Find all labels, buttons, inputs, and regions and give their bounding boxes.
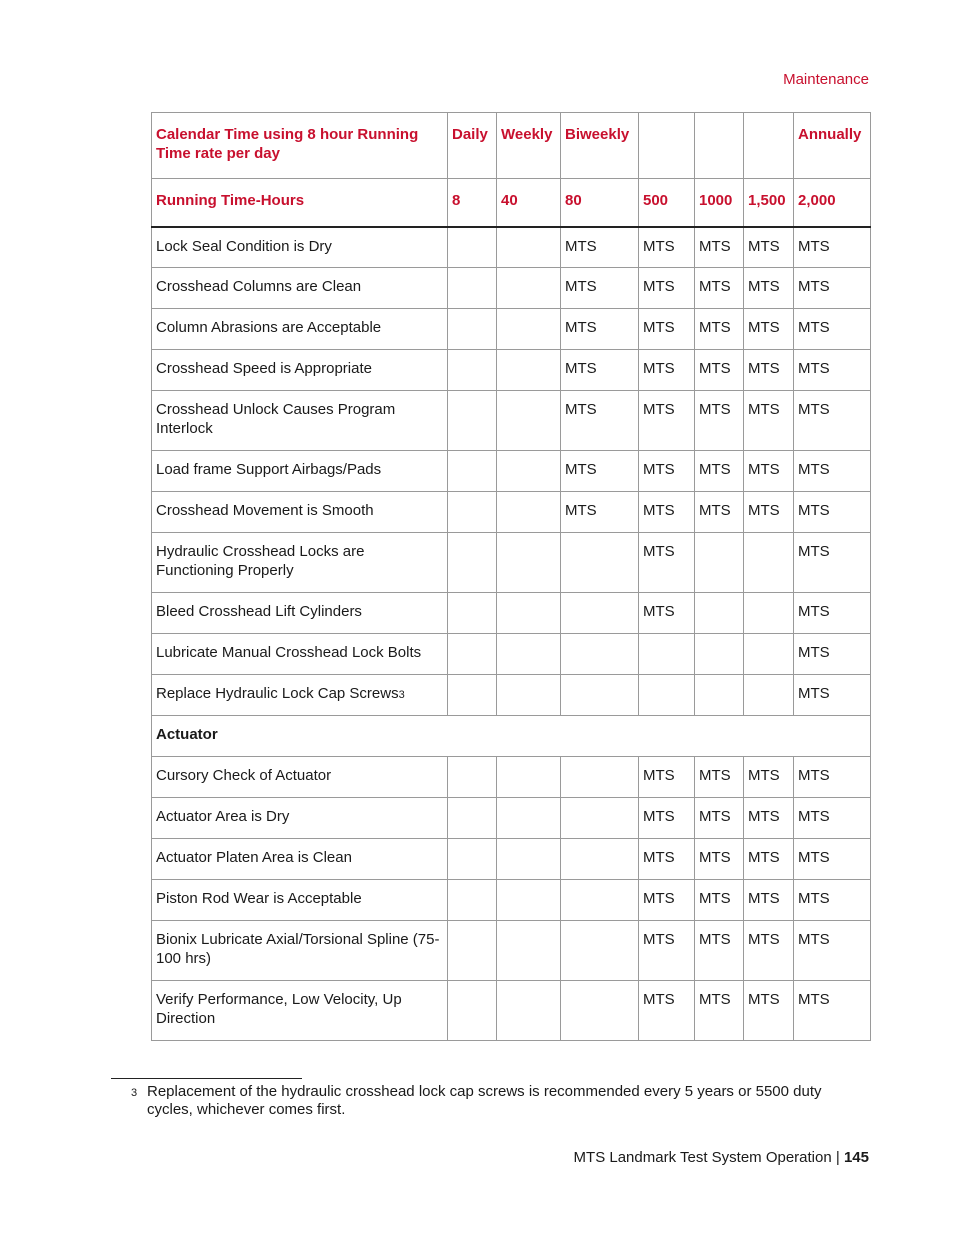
cell-task: Column Abrasions are Acceptable: [152, 309, 448, 350]
cell-1000-hours: MTS: [695, 391, 744, 451]
header-cell-weekly: 40: [497, 179, 561, 227]
cell-annually: MTS: [794, 921, 871, 981]
cell-weekly: [497, 757, 561, 798]
header-cell-task: Calendar Time using 8 hour Running Time rate per day: [152, 113, 448, 179]
table-row: [152, 492, 871, 533]
cell-1500-hours: MTS: [744, 391, 794, 451]
cell-1000-hours: [695, 634, 744, 675]
cell-annually: MTS: [794, 981, 871, 1041]
table-row: [152, 391, 871, 451]
table-row: [152, 309, 871, 350]
cell-task: Lock Seal Condition is Dry: [152, 227, 448, 268]
cell-500-hours: [639, 675, 695, 716]
cell-1000-hours: MTS: [695, 839, 744, 880]
header-cell-weekly: Weekly: [497, 113, 561, 179]
cell-task: Crosshead Movement is Smooth: [152, 492, 448, 533]
footer-title: MTS Landmark Test System Operation: [573, 1149, 832, 1166]
table-row: [152, 593, 871, 634]
cell-1000-hours: MTS: [695, 880, 744, 921]
cell-daily: [448, 268, 497, 309]
header-cell-500-hours: [639, 113, 695, 179]
cell-weekly: [497, 798, 561, 839]
cell-daily: [448, 492, 497, 533]
header-cell-annually: 2,000: [794, 179, 871, 227]
cell-annually: MTS: [794, 451, 871, 492]
cell-daily: [448, 921, 497, 981]
cell-daily: [448, 839, 497, 880]
header-row-frequency: [152, 113, 871, 179]
cell-1000-hours: MTS: [695, 921, 744, 981]
cell-task: [152, 675, 448, 716]
cell-biweekly: MTS: [561, 309, 639, 350]
cell-daily: [448, 391, 497, 451]
cell-weekly: [497, 492, 561, 533]
section-row: [152, 716, 871, 757]
cell-1000-hours: MTS: [695, 757, 744, 798]
cell-500-hours: MTS: [639, 391, 695, 451]
cell-biweekly: MTS: [561, 492, 639, 533]
table-row: [152, 350, 871, 391]
cell-annually: MTS: [794, 227, 871, 268]
cell-task: Actuator Area is Dry: [152, 798, 448, 839]
cell-daily: [448, 309, 497, 350]
cell-task: Crosshead Columns are Clean: [152, 268, 448, 309]
table-row: [152, 798, 871, 839]
cell-500-hours: MTS: [639, 227, 695, 268]
footnote-number: 3: [131, 1087, 138, 1099]
cell-1000-hours: [695, 593, 744, 634]
table-row: [152, 227, 871, 268]
cell-500-hours: [639, 634, 695, 675]
cell-biweekly: [561, 921, 639, 981]
header-cell-biweekly: Biweekly: [561, 113, 639, 179]
cell-500-hours: MTS: [639, 839, 695, 880]
cell-1500-hours: MTS: [744, 492, 794, 533]
cell-biweekly: [561, 798, 639, 839]
cell-daily: [448, 757, 497, 798]
cell-weekly: [497, 921, 561, 981]
cell-task: Bionix Lubricate Axial/Torsional Spline (75-100 hrs): [152, 921, 448, 981]
cell-1500-hours: MTS: [744, 981, 794, 1041]
cell-500-hours: MTS: [639, 593, 695, 634]
cell-1500-hours: MTS: [744, 451, 794, 492]
cell-biweekly: [561, 981, 639, 1041]
header-cell-1000-hours: 1000: [695, 179, 744, 227]
cell-500-hours: MTS: [639, 798, 695, 839]
footnote-text: Replacement of the hydraulic crosshead lock cap screws is recommended every 5 years or 5500 duty cycles, whichever comes first.: [147, 1083, 822, 1118]
cell-annually: MTS: [794, 757, 871, 798]
cell-daily: [448, 981, 497, 1041]
cell-weekly: [497, 309, 561, 350]
cell-task: Crosshead Speed is Appropriate: [152, 350, 448, 391]
cell-500-hours: MTS: [639, 268, 695, 309]
cell-task: Bleed Crosshead Lift Cylinders: [152, 593, 448, 634]
cell-task: Load frame Support Airbags/Pads: [152, 451, 448, 492]
cell-1500-hours: MTS: [744, 227, 794, 268]
header-cell-500-hours: 500: [639, 179, 695, 227]
table-row: [152, 839, 871, 880]
cell-annually: MTS: [794, 675, 871, 716]
cell-task: Cursory Check of Actuator: [152, 757, 448, 798]
cell-1500-hours: MTS: [744, 757, 794, 798]
header-cell-1000-hours: [695, 113, 744, 179]
cell-1500-hours: [744, 675, 794, 716]
cell-daily: [448, 451, 497, 492]
cell-annually: MTS: [794, 533, 871, 593]
page-footer: [574, 1149, 869, 1166]
cell-1500-hours: MTS: [744, 839, 794, 880]
cell-1000-hours: MTS: [695, 981, 744, 1041]
header-cell-daily: 8: [448, 179, 497, 227]
header-cell-1500-hours: [744, 113, 794, 179]
task-label: Replace Hydraulic Lock Cap Screws: [156, 685, 399, 702]
table-row: [152, 533, 871, 593]
cell-1000-hours: [695, 675, 744, 716]
cell-annually: MTS: [794, 350, 871, 391]
cell-1500-hours: MTS: [744, 921, 794, 981]
page-number: 145: [843, 1149, 869, 1166]
cell-weekly: [497, 350, 561, 391]
cell-weekly: [497, 268, 561, 309]
cell-annually: MTS: [794, 391, 871, 451]
cell-task: Actuator Platen Area is Clean: [152, 839, 448, 880]
cell-annually: MTS: [794, 880, 871, 921]
cell-task: Lubricate Manual Crosshead Lock Bolts: [152, 634, 448, 675]
cell-weekly: [497, 593, 561, 634]
table-row: [152, 981, 871, 1041]
cell-weekly: [497, 675, 561, 716]
cell-1500-hours: MTS: [744, 268, 794, 309]
cell-biweekly: [561, 593, 639, 634]
header-cell-task: Running Time-Hours: [152, 179, 448, 227]
cell-weekly: [497, 981, 561, 1041]
maintenance-schedule-table: [151, 112, 871, 1041]
cell-annually: MTS: [794, 634, 871, 675]
section-title: Maintenance: [783, 71, 869, 88]
cell-task: Crosshead Unlock Causes Program Interlock: [152, 391, 448, 451]
cell-weekly: [497, 227, 561, 268]
cell-task: Verify Performance, Low Velocity, Up Direction: [152, 981, 448, 1041]
cell-daily: [448, 593, 497, 634]
cell-1500-hours: MTS: [744, 798, 794, 839]
table-row: [152, 675, 871, 716]
header-cell-annually: Annually: [794, 113, 871, 179]
cell-1500-hours: [744, 533, 794, 593]
cell-1000-hours: MTS: [695, 451, 744, 492]
cell-1000-hours: MTS: [695, 227, 744, 268]
cell-annually: MTS: [794, 309, 871, 350]
header-cell-biweekly: 80: [561, 179, 639, 227]
header-cell-1500-hours: 1,500: [744, 179, 794, 227]
cell-500-hours: MTS: [639, 981, 695, 1041]
cell-500-hours: MTS: [639, 880, 695, 921]
cell-biweekly: [561, 634, 639, 675]
cell-1000-hours: [695, 533, 744, 593]
cell-task: Piston Rod Wear is Acceptable: [152, 880, 448, 921]
cell-task: Hydraulic Crosshead Locks are Functioning Properly: [152, 533, 448, 593]
cell-biweekly: MTS: [561, 350, 639, 391]
cell-1000-hours: MTS: [695, 350, 744, 391]
cell-500-hours: MTS: [639, 533, 695, 593]
cell-weekly: [497, 451, 561, 492]
cell-biweekly: [561, 533, 639, 593]
cell-biweekly: MTS: [561, 268, 639, 309]
cell-biweekly: [561, 880, 639, 921]
cell-1500-hours: MTS: [744, 309, 794, 350]
footnote-reference: 3: [398, 689, 405, 701]
cell-annually: MTS: [794, 492, 871, 533]
header-cell-daily: Daily: [448, 113, 497, 179]
cell-biweekly: [561, 675, 639, 716]
footer-separator: |: [835, 1149, 840, 1166]
table-row: [152, 921, 871, 981]
table-row: [152, 451, 871, 492]
cell-biweekly: [561, 757, 639, 798]
cell-weekly: [497, 880, 561, 921]
cell-weekly: [497, 391, 561, 451]
cell-500-hours: MTS: [639, 921, 695, 981]
cell-500-hours: MTS: [639, 350, 695, 391]
cell-1000-hours: MTS: [695, 492, 744, 533]
cell-1500-hours: [744, 593, 794, 634]
cell-weekly: [497, 533, 561, 593]
cell-daily: [448, 350, 497, 391]
cell-daily: [448, 880, 497, 921]
cell-daily: [448, 533, 497, 593]
header-row-running-hours: [152, 179, 871, 227]
table-row: [152, 880, 871, 921]
cell-annually: MTS: [794, 839, 871, 880]
cell-500-hours: MTS: [639, 451, 695, 492]
cell-500-hours: MTS: [639, 757, 695, 798]
cell-biweekly: [561, 839, 639, 880]
table-row: [152, 268, 871, 309]
cell-daily: [448, 634, 497, 675]
table-row: [152, 757, 871, 798]
cell-biweekly: MTS: [561, 451, 639, 492]
cell-biweekly: MTS: [561, 227, 639, 268]
cell-500-hours: MTS: [639, 309, 695, 350]
cell-1500-hours: MTS: [744, 350, 794, 391]
cell-1500-hours: [744, 634, 794, 675]
cell-weekly: [497, 634, 561, 675]
cell-daily: [448, 675, 497, 716]
cell-1000-hours: MTS: [695, 309, 744, 350]
cell-annually: MTS: [794, 593, 871, 634]
table-row: [152, 634, 871, 675]
cell-biweekly: MTS: [561, 391, 639, 451]
cell-1500-hours: MTS: [744, 880, 794, 921]
section-label-actuator: Actuator: [152, 716, 871, 757]
cell-500-hours: MTS: [639, 492, 695, 533]
cell-annually: MTS: [794, 798, 871, 839]
cell-annually: MTS: [794, 268, 871, 309]
footnote-divider: [111, 1078, 302, 1079]
cell-daily: [448, 227, 497, 268]
cell-weekly: [497, 839, 561, 880]
cell-1000-hours: MTS: [695, 798, 744, 839]
cell-daily: [448, 798, 497, 839]
cell-1000-hours: MTS: [695, 268, 744, 309]
